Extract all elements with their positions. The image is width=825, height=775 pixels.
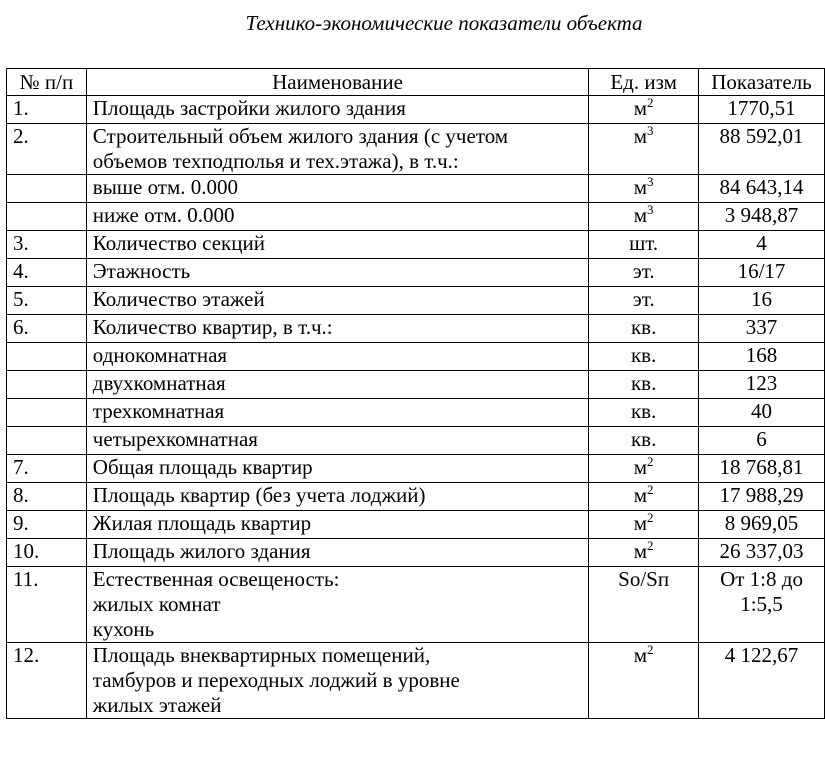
row-name-line: тамбуров и переходных лоджий в уровне (92, 668, 460, 692)
row-unit (589, 96, 699, 124)
row-name-line: Площадь жилого здания (92, 539, 311, 563)
row-name-line: Количество квартир, в т.ч.: (92, 315, 333, 339)
row-number (7, 343, 87, 371)
row-number: 12. (7, 643, 87, 719)
unit-text: м (633, 539, 648, 563)
unit-text: кв. (630, 399, 657, 423)
table-row (7, 567, 825, 643)
row-name (86, 567, 588, 643)
unit-text: м (633, 643, 648, 667)
row-value: 123 (699, 371, 825, 399)
unit-superscript: 3 (647, 174, 654, 189)
row-value: 3 948,87 (699, 203, 825, 231)
unit-superscript: 2 (647, 538, 654, 553)
row-unit (589, 455, 699, 483)
row-value: 6 (699, 427, 825, 455)
row-name-line: кухонь (92, 617, 155, 641)
table-row (7, 455, 825, 483)
row-name-line: Количество этажей (92, 287, 265, 311)
row-number: 8. (7, 483, 87, 511)
row-number: 7. (7, 455, 87, 483)
unit-superscript: 3 (647, 123, 654, 138)
row-unit (589, 643, 699, 719)
row-number: 11. (7, 567, 87, 643)
row-number (7, 399, 87, 427)
row-value: От 1:8 до 1:5,5 (699, 567, 825, 643)
row-value: 16/17 (699, 259, 825, 287)
row-name (86, 231, 588, 259)
row-name-line: выше отм. 0.000 (92, 175, 239, 199)
unit-text: м (633, 511, 648, 535)
row-unit (589, 175, 699, 203)
unit-superscript: 2 (647, 95, 654, 110)
row-name-line: жилых этажей (92, 693, 222, 717)
table-row (7, 643, 825, 719)
table-row (7, 483, 825, 511)
row-name (86, 343, 588, 371)
table-row (7, 203, 825, 231)
table-row (7, 96, 825, 124)
row-name-line: четырехкомнатная (92, 427, 258, 451)
row-value: 1770,51 (699, 96, 825, 124)
row-name (86, 203, 588, 231)
row-number: 3. (7, 231, 87, 259)
row-value: 4 122,67 (699, 643, 825, 719)
row-number (7, 175, 87, 203)
unit-text: м (633, 203, 648, 227)
row-value: 8 969,05 (699, 511, 825, 539)
row-name (86, 124, 588, 175)
row-name-line: объемов техподполья и тех.этажа), в т.ч.: (92, 149, 459, 173)
row-number: 9. (7, 511, 87, 539)
row-unit (589, 539, 699, 567)
row-unit (589, 259, 699, 287)
unit-superscript: 2 (647, 642, 654, 657)
unit-text: м (633, 175, 648, 199)
unit-text: эт. (632, 259, 655, 283)
table-row (7, 343, 825, 371)
row-number (7, 427, 87, 455)
row-name (86, 259, 588, 287)
row-unit (589, 371, 699, 399)
table-row (7, 259, 825, 287)
header-num: № п/п (7, 69, 87, 96)
unit-text: м (633, 96, 648, 120)
row-name (86, 399, 588, 427)
row-name-line: Количество секций (92, 231, 265, 255)
row-name (86, 539, 588, 567)
table-header-row (7, 69, 825, 96)
row-unit (589, 124, 699, 175)
row-unit (589, 511, 699, 539)
row-unit (589, 427, 699, 455)
row-name (86, 315, 588, 343)
row-unit (589, 567, 699, 643)
unit-superscript: 2 (647, 454, 654, 469)
header-value: Показатель (699, 69, 825, 96)
unit-text: кв. (630, 315, 657, 339)
row-name-line: Этажность (92, 259, 191, 283)
row-value: 337 (699, 315, 825, 343)
row-number (7, 371, 87, 399)
row-name-line: двухкомнатная (92, 371, 226, 395)
row-name (86, 511, 588, 539)
row-value: 84 643,14 (699, 175, 825, 203)
row-number: 4. (7, 259, 87, 287)
unit-superscript: 2 (647, 482, 654, 497)
row-name (86, 287, 588, 315)
row-name (86, 96, 588, 124)
row-unit (589, 231, 699, 259)
row-number (7, 203, 87, 231)
row-number: 1. (7, 96, 87, 124)
row-number: 2. (7, 124, 87, 175)
row-name-line: однокомнатная (92, 343, 228, 367)
header-unit: Ед. изм (589, 69, 699, 96)
row-name (86, 483, 588, 511)
row-value: 40 (699, 399, 825, 427)
table-row (7, 371, 825, 399)
row-unit (589, 483, 699, 511)
row-name-line: Общая площадь квартир (92, 455, 313, 479)
row-name (86, 175, 588, 203)
row-name-line: Площадь внеквартирных помещений, (92, 643, 431, 667)
row-unit (589, 399, 699, 427)
row-number: 6. (7, 315, 87, 343)
header-name: Наименование (86, 69, 588, 96)
row-name-line: Площадь квартир (без учета лоджий) (92, 483, 426, 507)
row-name-line: Строительный объем жилого здания (с учетом (92, 124, 509, 148)
unit-text: м (633, 455, 648, 479)
table-row (7, 175, 825, 203)
unit-superscript: 2 (647, 510, 654, 525)
row-value: 17 988,29 (699, 483, 825, 511)
row-value: 88 592,01 (699, 124, 825, 175)
row-unit (589, 203, 699, 231)
unit-text: м (633, 124, 648, 148)
table-row (7, 511, 825, 539)
document-title: Технико-экономические показатели объекта (245, 11, 643, 35)
row-value: 4 (699, 231, 825, 259)
table-row (7, 231, 825, 259)
row-value: 16 (699, 287, 825, 315)
table-row (7, 427, 825, 455)
row-name-line: Площадь застройки жилого здания (92, 96, 406, 120)
unit-text: So/Sп (618, 567, 670, 591)
row-name-line: трехкомнатная (92, 399, 225, 423)
row-value: 168 (699, 343, 825, 371)
row-name (86, 643, 588, 719)
row-name (86, 427, 588, 455)
table-row (7, 315, 825, 343)
table-row (7, 399, 825, 427)
row-value: 18 768,81 (699, 455, 825, 483)
indicators-table (6, 68, 825, 719)
row-name-line: жилых комнат (92, 592, 221, 616)
row-name-line: Естественная освещеность: (92, 567, 340, 591)
row-name (86, 455, 588, 483)
unit-text: кв. (630, 343, 657, 367)
unit-text: шт. (629, 231, 659, 255)
row-unit (589, 287, 699, 315)
row-number: 10. (7, 539, 87, 567)
row-name (86, 371, 588, 399)
unit-text: эт. (632, 287, 655, 311)
unit-text: кв. (630, 371, 657, 395)
row-number: 5. (7, 287, 87, 315)
row-unit (589, 315, 699, 343)
unit-superscript: 3 (647, 202, 654, 217)
unit-text: кв. (630, 427, 657, 451)
table-row (7, 539, 825, 567)
row-name-line: ниже отм. 0.000 (92, 203, 235, 227)
row-name-line: Жилая площадь квартир (92, 511, 312, 535)
row-value: 26 337,03 (699, 539, 825, 567)
row-unit (589, 343, 699, 371)
table-body (7, 96, 825, 719)
table-row (7, 124, 825, 175)
unit-text: м (633, 483, 648, 507)
table-row (7, 287, 825, 315)
